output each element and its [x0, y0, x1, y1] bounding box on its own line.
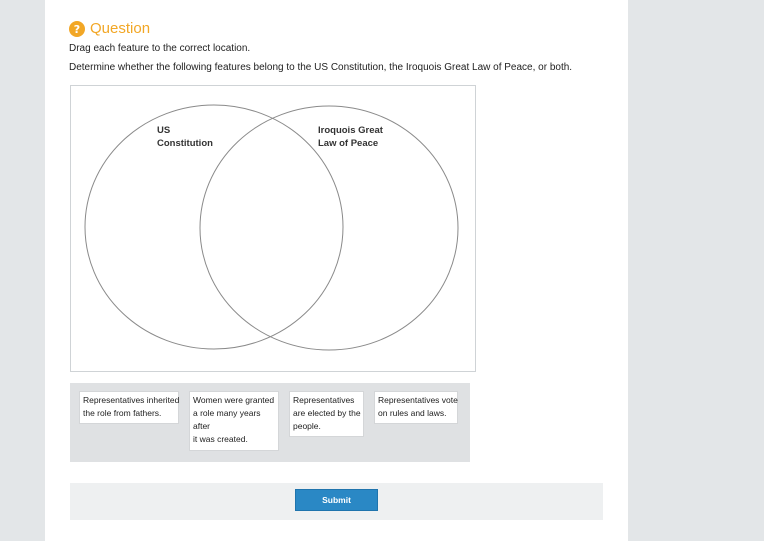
card-line: Women were granted — [193, 395, 275, 405]
us-constitution-label — [157, 124, 213, 150]
us-constitution-circle[interactable] — [85, 105, 343, 349]
card-line: after — [193, 421, 211, 431]
instruction-text: Drag each feature to the correct location. — [69, 43, 251, 54]
question-header — [69, 20, 150, 38]
iroquois-law-label — [318, 124, 383, 150]
card-line: people. — [293, 421, 321, 431]
answer-tray — [70, 383, 470, 462]
submit-bar — [70, 483, 603, 520]
answer-card-elected[interactable] — [289, 391, 364, 437]
card-line: Representatives — [293, 395, 355, 405]
submit-button[interactable]: Submit — [295, 489, 378, 511]
card-line: are elected by the — [293, 408, 361, 418]
card-line: Representatives inherited — [83, 395, 180, 405]
card-line: it was created. — [193, 434, 248, 444]
iroquois-law-label-line2: Law of Peace — [318, 138, 379, 149]
prompt-text: Determine whether the following features belong to the US Constitution, the Iroquois Great Law of Peace, or both. — [69, 62, 573, 73]
iroquois-law-label-line1: Iroquois Great — [318, 125, 383, 136]
answer-card-women-role[interactable] — [189, 391, 279, 451]
card-line: the role from fathers. — [83, 408, 162, 418]
venn-diagram-dropzone[interactable] — [70, 85, 476, 372]
us-constitution-label-line1: US — [157, 125, 171, 136]
card-line: Representatives vote — [378, 395, 458, 405]
answer-card-vote[interactable] — [374, 391, 458, 424]
us-constitution-label-line2: Constitution — [157, 138, 213, 149]
answer-card-inherited[interactable] — [79, 391, 179, 424]
question-circle-icon: ? — [69, 21, 85, 37]
card-line: on rules and laws. — [378, 408, 447, 418]
venn-circles — [71, 86, 475, 371]
card-line: a role many years — [193, 408, 261, 418]
question-panel — [45, 0, 628, 541]
question-title: Question — [90, 20, 151, 37]
